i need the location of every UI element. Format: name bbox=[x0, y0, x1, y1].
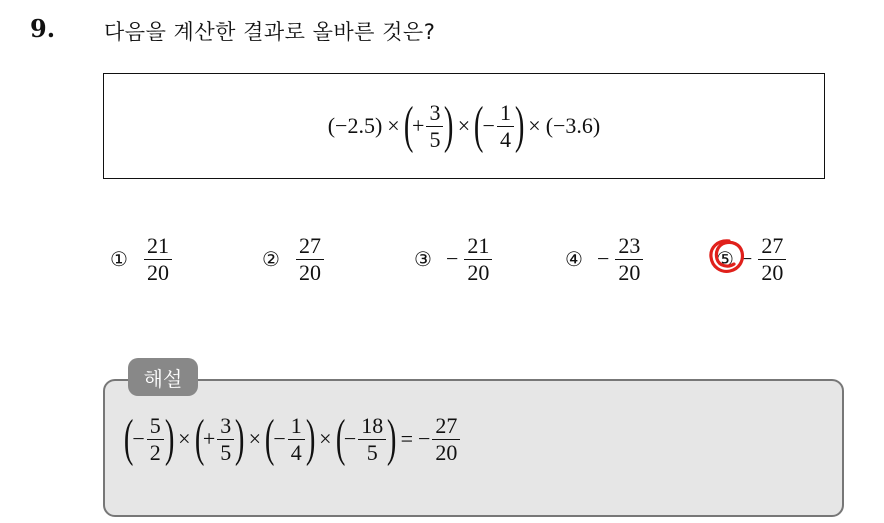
denominator: 2 bbox=[149, 439, 161, 465]
choice-sign: − bbox=[596, 246, 610, 271]
numerator: 23 bbox=[615, 234, 643, 259]
term-4: (−3.6) bbox=[545, 113, 601, 138]
factor-2-fraction bbox=[217, 414, 234, 463]
term-3-sign: − bbox=[482, 113, 495, 138]
term-2-sign: + bbox=[412, 113, 425, 138]
numerator: 3 bbox=[217, 414, 234, 439]
numerator: 21 bbox=[464, 234, 492, 259]
numerator: 3 bbox=[426, 101, 443, 126]
times-sign: × bbox=[178, 426, 191, 451]
choice-mark: ⑤ bbox=[716, 247, 734, 271]
factor-3-fraction bbox=[288, 414, 305, 463]
factor-1-sign: − bbox=[132, 426, 145, 451]
right-paren: ) bbox=[305, 410, 316, 467]
solution-expression bbox=[123, 410, 462, 467]
denominator: 20 bbox=[761, 259, 784, 285]
times-sign: × bbox=[248, 426, 261, 451]
choice-fraction bbox=[144, 234, 172, 283]
numerator: 21 bbox=[144, 234, 172, 259]
expression bbox=[327, 97, 601, 154]
right-paren: ) bbox=[164, 410, 175, 467]
term-3-fraction bbox=[497, 101, 514, 150]
numerator: 5 bbox=[147, 414, 164, 439]
choice-1[interactable] bbox=[110, 230, 174, 288]
denominator: 20 bbox=[146, 259, 169, 285]
numerator: 27 bbox=[758, 234, 786, 259]
denominator: 4 bbox=[499, 126, 511, 152]
right-paren: ) bbox=[514, 97, 525, 154]
numerator: 1 bbox=[288, 414, 305, 439]
choice-3[interactable] bbox=[414, 230, 494, 288]
times-sign: × bbox=[319, 426, 332, 451]
result-sign: − bbox=[418, 426, 431, 451]
numerator: 27 bbox=[296, 234, 324, 259]
answer-circle-icon bbox=[707, 236, 747, 276]
choice-fraction bbox=[758, 234, 786, 283]
denominator: 4 bbox=[290, 439, 302, 465]
numerator: 18 bbox=[358, 414, 386, 439]
factor-3-sign: − bbox=[273, 426, 286, 451]
expression-box bbox=[103, 73, 825, 179]
result-fraction bbox=[432, 414, 460, 463]
numerator: 27 bbox=[432, 414, 460, 439]
times-sign: × bbox=[457, 113, 471, 138]
factor-4-sign: − bbox=[343, 426, 357, 451]
denominator: 20 bbox=[298, 259, 321, 285]
left-paren: ( bbox=[474, 97, 484, 154]
choice-fraction bbox=[296, 234, 324, 283]
question-number: 9. bbox=[30, 14, 56, 43]
choice-mark: ① bbox=[110, 247, 128, 271]
times-sign: × bbox=[387, 113, 400, 138]
equals-sign: = bbox=[400, 426, 413, 451]
factor-2-sign: + bbox=[202, 426, 216, 451]
right-paren: ) bbox=[444, 97, 454, 154]
choice-2[interactable] bbox=[262, 230, 326, 288]
choice-fraction bbox=[464, 234, 492, 283]
left-paren: ( bbox=[264, 410, 275, 467]
term-1: (−2.5) bbox=[327, 113, 383, 138]
denominator: 20 bbox=[435, 439, 458, 465]
question-text: 다음을 계산한 결과로 올바른 것은? bbox=[104, 20, 436, 44]
factor-4-fraction bbox=[358, 414, 386, 463]
choice-sign: − bbox=[445, 246, 459, 271]
denominator: 20 bbox=[618, 259, 641, 285]
left-paren: ( bbox=[335, 410, 345, 467]
denominator: 5 bbox=[366, 439, 378, 465]
factor-1-fraction bbox=[147, 414, 164, 463]
left-paren: ( bbox=[194, 410, 204, 467]
right-paren: ) bbox=[387, 410, 397, 467]
choice-fraction bbox=[615, 234, 643, 283]
numerator: 1 bbox=[497, 101, 514, 126]
denominator: 20 bbox=[467, 259, 490, 285]
right-paren: ) bbox=[235, 410, 245, 467]
choice-mark: ③ bbox=[414, 247, 432, 271]
left-paren: ( bbox=[123, 410, 134, 467]
times-sign: × bbox=[528, 113, 541, 138]
denominator: 5 bbox=[429, 126, 441, 152]
term-2-fraction bbox=[426, 101, 443, 150]
choice-mark: ② bbox=[262, 247, 280, 271]
choice-sign: − bbox=[739, 246, 753, 271]
choice-mark: ④ bbox=[565, 247, 583, 271]
left-paren: ( bbox=[403, 97, 414, 154]
solution-tag: 해설 bbox=[128, 358, 198, 396]
choice-4[interactable] bbox=[565, 230, 645, 288]
denominator: 5 bbox=[220, 439, 232, 465]
